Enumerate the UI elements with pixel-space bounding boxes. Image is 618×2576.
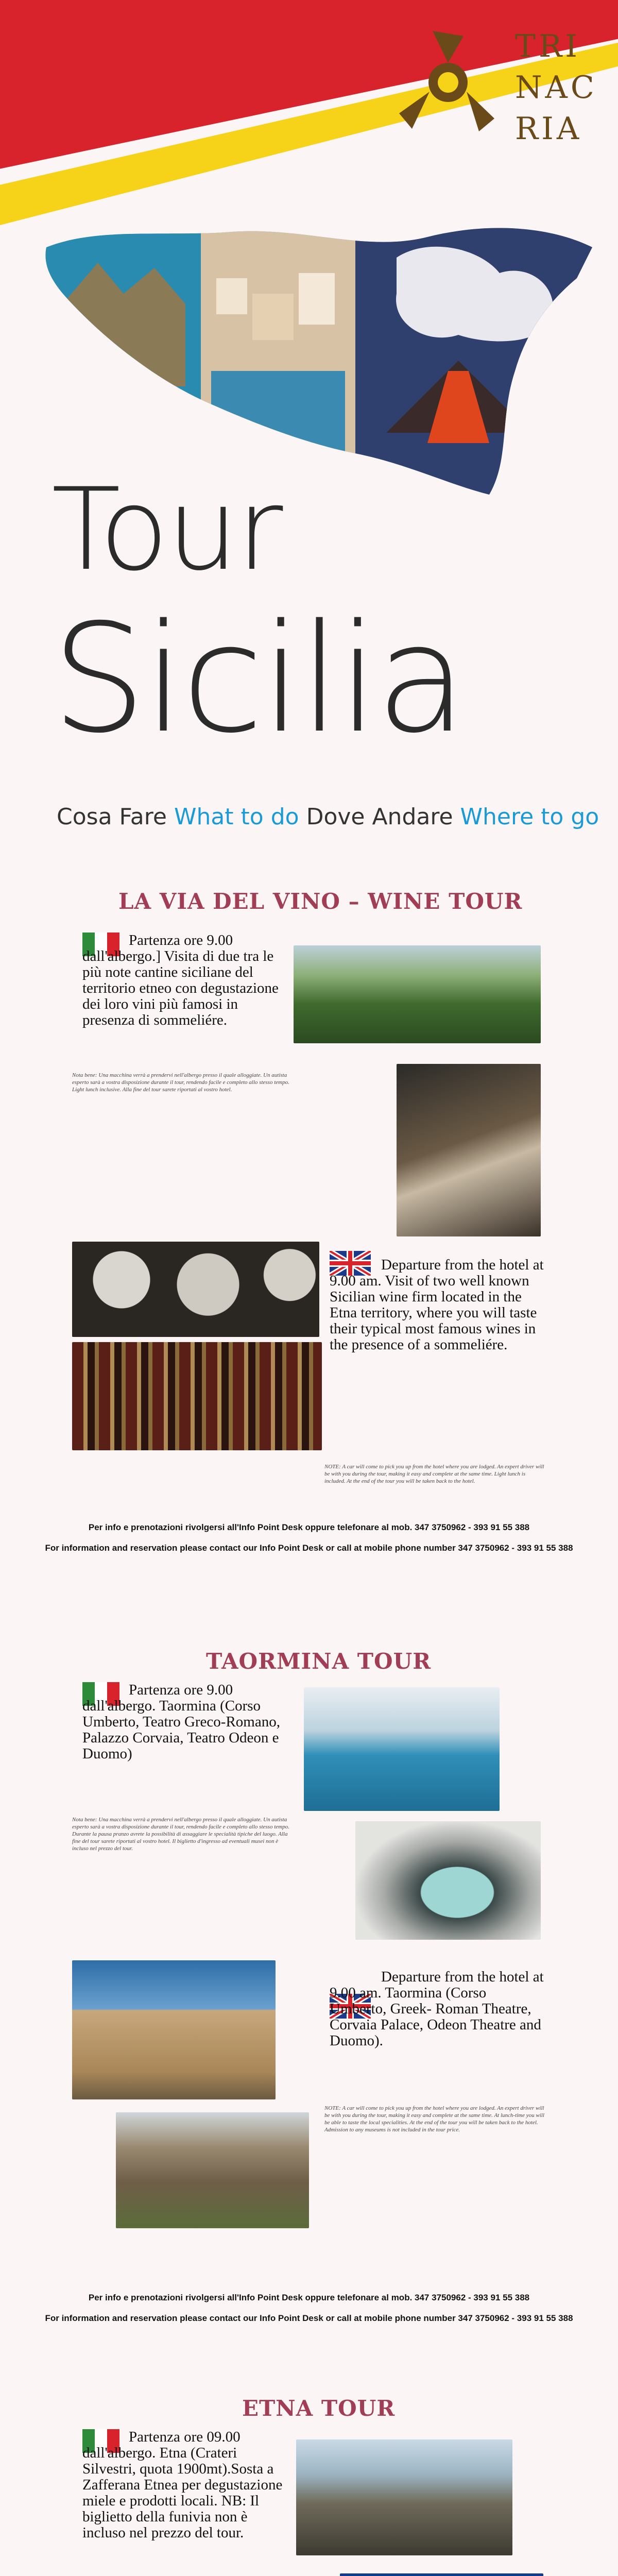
wine-bottles-photo: [72, 1342, 322, 1450]
tagline-part-1: Cosa Fare: [57, 804, 167, 830]
etna-cable-car-photo: [340, 2573, 543, 2576]
wine-en-note: NOTE: A car will come to pick you up from the hotel where you are lodged. An expert driver will be with you during the tour, making it easy and complete at the same time. Light lunch is included. At the end of the tour you will be taken back to the hotel.: [324, 1464, 544, 1484]
wine-en-text: Departure from the hotel at 9.00 am. Visit of two well known Sicilian wine firm located in the Etna territory, where you will taste their typical most famous wines in the presence of a sommeliére.: [330, 1257, 544, 1353]
taormina-info-it: Per info e prenotazioni rivolgersi all'Info Point Desk oppure telefonare al mob. 347 3750962 - 393 91 55 388: [88, 2293, 530, 2302]
trinacria-logo: [397, 15, 608, 170]
wine-info-en: For information and reservation please contact our Info Point Desk or call at mobile phone number 347 3750962 - 393 91 55 388: [45, 1543, 573, 1553]
blue-grotto-photo: [355, 1821, 541, 1940]
etna-tour-title: ETNA TOUR: [242, 2396, 396, 2421]
taormina-duomo-photo: [72, 1960, 276, 2099]
tagline-part-4: Where to go: [460, 804, 599, 830]
title-sicilia: Sicilia: [52, 592, 465, 766]
logo-line-3: RIA: [515, 111, 582, 147]
taormina-info-en: For information and reservation please contact our Info Point Desk or call at mobile phone number 347 3750962 - 393 91 55 388: [45, 2313, 573, 2323]
sicily-collage-image: [36, 216, 603, 505]
wine-info-it: Per info e prenotazioni rivolgersi all'Info Point Desk oppure telefonare al mob. 347 3750962 - 393 91 55 388: [88, 1522, 530, 1532]
wine-it-note: Nota bene: Una macchina verrà a prendervi nell'albergo presso il quale alloggiate. Un autista esperto sarà a vostra disposizione durante il tour, rendendo facile e completo allo stesso tempo. Light lunch inclusive. Alla fine del tour sarete riportati al vostro hotel.: [72, 1072, 289, 1093]
wine-barrels-photo: [72, 1242, 319, 1337]
tagline-part-2: What to do: [174, 804, 299, 830]
taormina-en-text: Departure from the hotel at 9.00 am. Taormina (Corso Umberto, Greek- Roman Theatre, Corvaia Palace, Odeon Theatre and Duomo).: [330, 1969, 544, 2049]
taormina-tour-title: TAORMINA TOUR: [206, 1649, 432, 1674]
winemaker-photo: [397, 1064, 541, 1236]
tagline: [57, 804, 599, 830]
vineyard-photo: [294, 945, 541, 1043]
taormina-en-note: NOTE: A car will come to pick you up from the hotel where you are lodged. An expert driver will be with you during the tour, making it easy and complete at the same time. At lunch-time you will be able to taste the local specialities. At the end of the tour you will be taken back to the hotel. Admission to any museums is not included in the tour price.: [324, 2105, 544, 2133]
tagline-part-3: Dove Andare: [306, 804, 453, 830]
title-tour: Tour: [52, 464, 281, 596]
wine-it-text: Partenza ore 9.00 dall'albergo.] Visita di due tra le più note cantine siciliane del territorio etneo con degustazione dei loro vini più famosi in presenza di sommeliére.: [82, 932, 279, 1028]
logo-line-2: NAC: [515, 70, 597, 106]
etna-slopes-photo: [296, 2439, 512, 2555]
greek-theatre-photo: [116, 2112, 309, 2228]
logo-line-1: TRI: [515, 28, 580, 64]
isola-bella-photo: [304, 1687, 500, 1811]
wine-tour-title: LA VIA DEL VINO – WINE TOUR: [118, 889, 523, 914]
taormina-it-text: Partenza ore 9.00 dall'albergo. Taormina (Corso Umberto, Teatro Greco-Romano, Palazzo Corvaia, Teatro Odeon e Duomo): [82, 1682, 280, 1762]
taormina-it-note: Nota bene: Una macchina verrà a prendervi nell'albergo presso il quale alloggiate. Un autista esperto sarà a vostra disposizione durante il tour, rendendo facile e completo allo stesso tempo. Durante la pausa pranzo avrete la possibilità di assaggiare le specialità tipiche del luogo. Alla fine del tour sarete riportati al vostro hotel. Il biglietto d'ingresso ad eventuali musei non è incluso nel prezzo del tour.: [72, 1817, 289, 1852]
etna-it-text: Partenza ore 09.00 dall'albergo. Etna (Crateri Silvestri, quota 1900mt).Sosta a Zafferana Etnea per degustazione miele e prodotti locali. NB: Il biglietto della funivia non è incluso nel prezzo del tour.: [82, 2429, 283, 2541]
trinacria-icon: [397, 26, 500, 139]
